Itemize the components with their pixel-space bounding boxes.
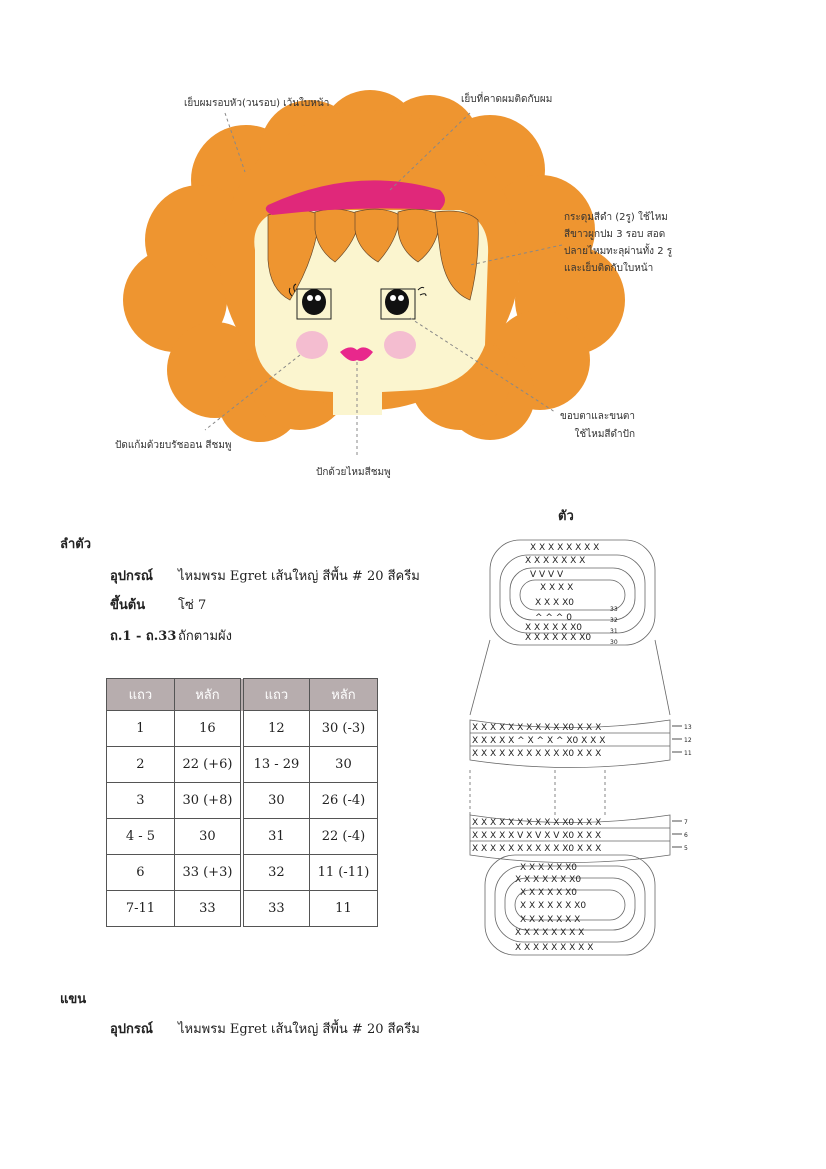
table-cell: 4 - 5 xyxy=(107,819,175,855)
callout-mouth: ปักด้วยไหมสีชมพู xyxy=(316,467,391,478)
svg-text:X X X X X X X X: X X X X X X X X xyxy=(530,543,600,553)
stitch-count-table xyxy=(106,678,378,927)
table-cell: 30 (-3) xyxy=(309,711,377,747)
table-row xyxy=(107,819,378,855)
svg-text:X X X X X X0: X X X X X X0 xyxy=(520,888,578,898)
table-cell: 31 xyxy=(242,819,309,855)
svg-text:X X X X X X X X X X X0 X X X: X X X X X X X X X X X0 X X X xyxy=(472,723,602,733)
svg-text:X X X X X X X: X X X X X X X xyxy=(520,915,581,925)
table-cell: 33 xyxy=(174,891,242,927)
upper-band-row-numbers xyxy=(684,721,692,760)
table-header: หลัก xyxy=(309,679,377,711)
row-number: 33 xyxy=(610,606,618,613)
row-number: 31 xyxy=(610,628,618,635)
callout-eyes-line: ปลายไหมทะลุผ่านทั้ง 2 รู xyxy=(564,246,673,257)
svg-text:X X X X X X X: X X X X X X X xyxy=(525,556,586,566)
row-number: 6 xyxy=(684,832,688,839)
row-number: 13 xyxy=(684,724,692,731)
table-cell: 11 (-11) xyxy=(309,855,377,891)
table-cell: 1 xyxy=(107,711,175,747)
doll-head-illustration xyxy=(0,0,826,500)
table-row xyxy=(107,783,378,819)
table-row xyxy=(107,711,378,747)
body-start-label: ขึ้นต้น xyxy=(110,598,146,613)
table-cell: 2 xyxy=(107,747,175,783)
callout-eyelash-line: ขอบตาและขนตา xyxy=(560,411,636,422)
row-number: 32 xyxy=(610,617,618,624)
table-cell: 30 xyxy=(309,747,377,783)
callout-eyelash xyxy=(560,408,635,444)
row-number: 12 xyxy=(684,737,692,744)
table-row xyxy=(107,747,378,783)
arm-section-title: แขน xyxy=(60,992,87,1007)
row-number: 30 xyxy=(610,639,618,646)
arm-material-value: ไหมพรม Egret เส้นใหญ่ สีพื้น # 20 สีครีม xyxy=(178,1022,420,1037)
table-cell: 26 (-4) xyxy=(309,783,377,819)
table-header: แถว xyxy=(107,679,175,711)
svg-text:X X X X0: X X X X0 xyxy=(535,598,574,608)
callout-hair: เย็บผมรอบหัว(วนรอบ) เว้นใบหน้า xyxy=(184,98,330,109)
table-cell: 7-11 xyxy=(107,891,175,927)
callout-cheek: ปัดแก้มด้วยบรัชออน สีชมพู xyxy=(115,440,232,451)
table-cell: 30 (+8) xyxy=(174,783,242,819)
callout-headband: เย็บที่คาดผมติดกับผม xyxy=(461,94,553,105)
svg-text:X X X X X X X X X: X X X X X X X X X xyxy=(515,943,594,953)
row-number: 5 xyxy=(684,845,688,852)
table-row xyxy=(107,891,378,927)
body-material-value: ไหมพรม Egret เส้นใหญ่ สีพื้น # 20 สีครีม xyxy=(178,569,420,584)
table-cell: 6 xyxy=(107,855,175,891)
row-number: 7 xyxy=(684,819,688,826)
callout-eyes-line: กระดุมสีดำ (2รู) ใช้ไหม xyxy=(564,212,668,223)
body-section-title: ลำตัว xyxy=(60,537,92,552)
lower-band-row-numbers xyxy=(684,816,688,855)
table-cell: 12 xyxy=(242,711,309,747)
callout-eyes-line: และเย็บติดกับใบหน้า xyxy=(564,263,654,274)
callout-eyes xyxy=(564,209,672,277)
table-cell: 32 xyxy=(242,855,309,891)
svg-text:X X X X X X X0: X X X X X X X0 xyxy=(515,875,582,885)
svg-text:^ ^ ^ 0: ^ ^ ^ 0 xyxy=(535,613,572,623)
stitch-symbols xyxy=(472,543,605,953)
svg-text:X X X X X X0: X X X X X X0 xyxy=(520,863,578,873)
body-rows-value: ถักตามผัง xyxy=(178,629,233,644)
table-cell: 33 (+3) xyxy=(174,855,242,891)
table-cell: 22 (-4) xyxy=(309,819,377,855)
table-header: หลัก xyxy=(174,679,242,711)
table-cell: 13 - 29 xyxy=(242,747,309,783)
body-material-label: อุปกรณ์ xyxy=(110,569,153,584)
svg-text:V V V V: V V V V xyxy=(530,570,564,580)
table-cell: 11 xyxy=(309,891,377,927)
arm-material-label: อุปกรณ์ xyxy=(110,1022,153,1037)
svg-text:X X X X X X X0: X X X X X X X0 xyxy=(520,901,587,911)
callout-eyelash-line: ใช้ไหมสีดำปัก xyxy=(574,429,636,440)
table-cell: 22 (+6) xyxy=(174,747,242,783)
table-cell: 16 xyxy=(174,711,242,747)
body-rows-label: ถ.1 - ถ.33 xyxy=(110,629,177,644)
table-cell: 33 xyxy=(242,891,309,927)
body-start-value: โซ่ 7 xyxy=(178,598,207,613)
table-row xyxy=(107,855,378,891)
diagram-title: ตัว xyxy=(558,509,574,524)
table-header-row xyxy=(107,679,378,711)
top-oval-row-numbers xyxy=(610,604,618,648)
svg-text:X X X X X X X X X X X0 X X X: X X X X X X X X X X X0 X X X xyxy=(472,818,602,828)
table-cell: 30 xyxy=(174,819,242,855)
svg-text:X X X X X V X V X V X0 X X X: X X X X X V X V X V X0 X X X xyxy=(472,831,602,841)
svg-text:X X X X X X X X X X X0 X X X: X X X X X X X X X X X0 X X X xyxy=(472,844,602,854)
svg-text:X X X X X X X0: X X X X X X X0 xyxy=(525,633,592,643)
crochet-chart-diagram xyxy=(460,530,700,970)
svg-text:X X X X X ^ X ^ X ^ X0 X X X: X X X X X ^ X ^ X ^ X0 X X X xyxy=(472,736,606,746)
svg-text:X X X X: X X X X xyxy=(540,583,574,593)
row-number: 11 xyxy=(684,750,692,757)
table-cell: 3 xyxy=(107,783,175,819)
table-header: แถว xyxy=(242,679,309,711)
svg-text:X X X X X X0: X X X X X X0 xyxy=(525,623,583,633)
callout-eyes-line: สีขาวผูกปม 3 รอบ สอด xyxy=(564,229,666,240)
svg-text:X X X X X X X X: X X X X X X X X xyxy=(515,928,585,938)
svg-text:X X X X X X X X X X X0 X X X: X X X X X X X X X X X0 X X X xyxy=(472,749,602,759)
row-arrows xyxy=(672,726,682,847)
table-cell: 30 xyxy=(242,783,309,819)
